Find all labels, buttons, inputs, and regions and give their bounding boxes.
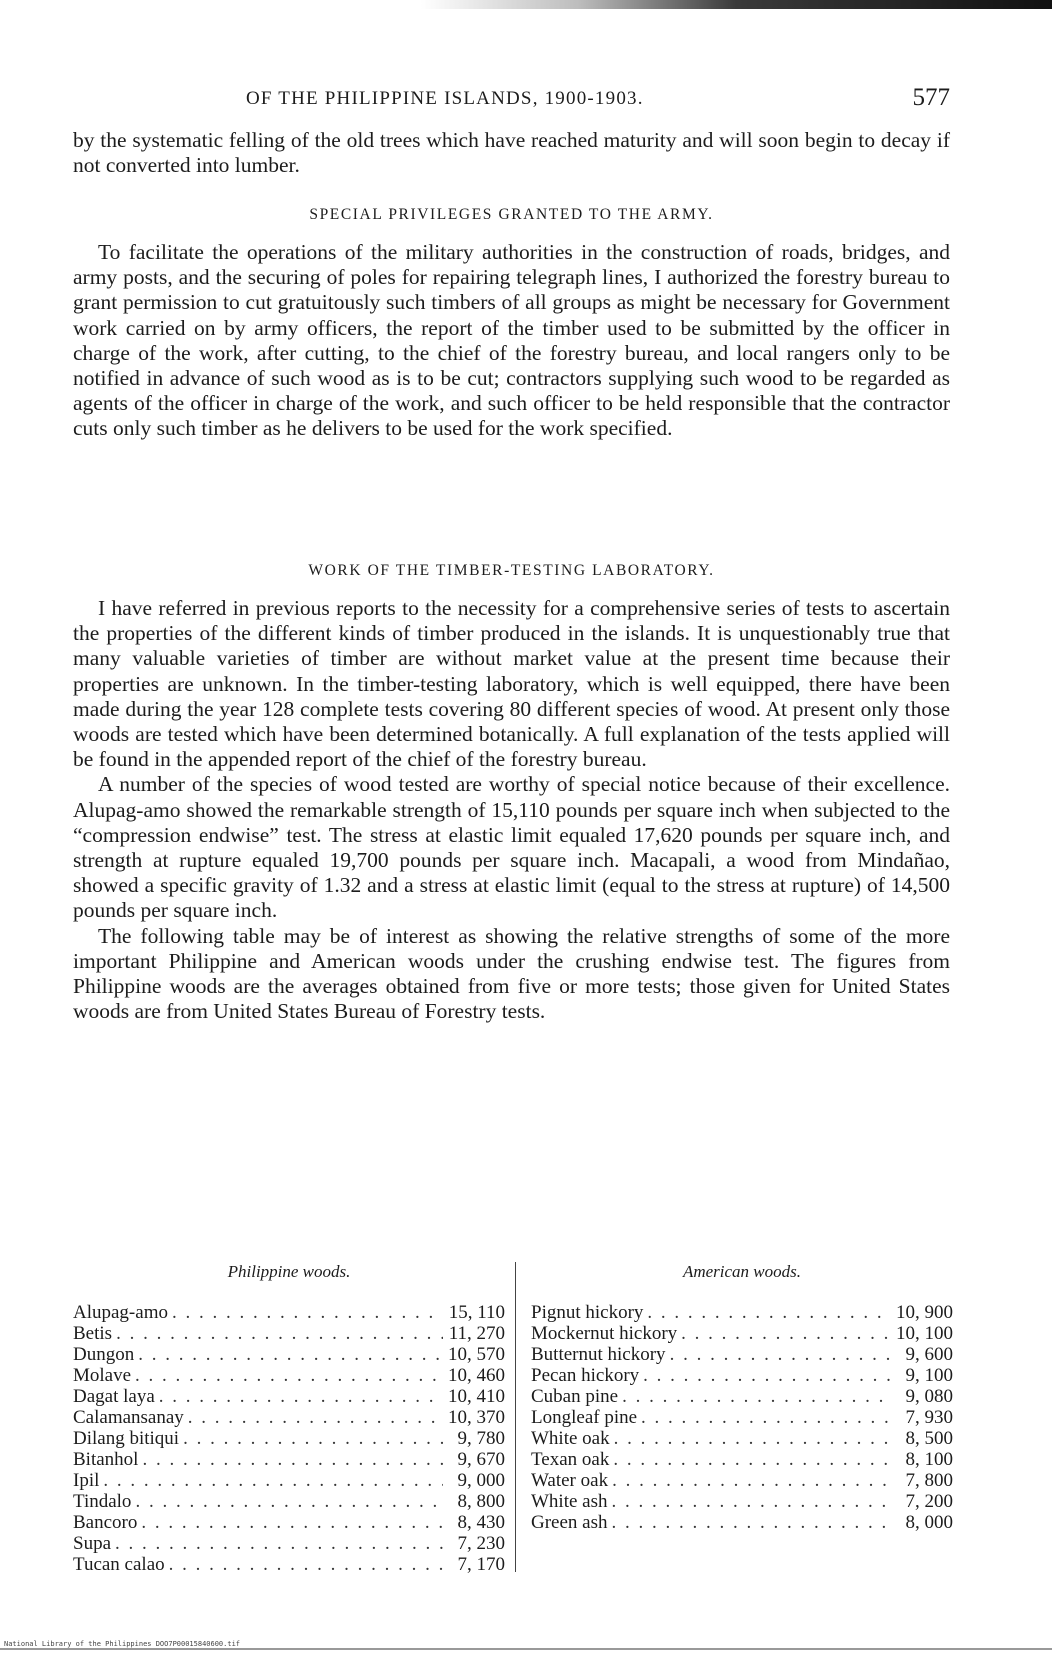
strength-value: 9, 670 — [457, 1449, 505, 1470]
strength-value: 9, 080 — [905, 1386, 953, 1407]
table-row — [73, 1407, 505, 1428]
intro-paragraph — [73, 128, 950, 178]
strength-value: 9, 600 — [905, 1344, 953, 1365]
table-row — [73, 1533, 505, 1554]
strength-value: 10, 900 — [896, 1302, 953, 1323]
strength-value: 10, 410 — [448, 1386, 505, 1407]
strength-value: 8, 100 — [905, 1449, 953, 1470]
table-row — [531, 1428, 953, 1449]
wood-name: Green ash — [531, 1512, 608, 1533]
strength-value: 7, 170 — [457, 1554, 505, 1575]
wood-strength-table — [73, 1262, 953, 1582]
american-woods-column — [531, 1262, 953, 1533]
table-row — [531, 1344, 953, 1365]
page-number: 577 — [912, 84, 950, 111]
table-row — [73, 1344, 505, 1365]
table-row — [73, 1449, 505, 1470]
table-row — [73, 1470, 505, 1491]
running-title: OF THE PHILIPPINE ISLANDS, 1900-1903. — [246, 88, 644, 109]
wood-name: Pignut hickory — [531, 1302, 644, 1323]
strength-value: 8, 500 — [905, 1428, 953, 1449]
paragraph-text: To facilitate the operations of the military authorities in the construction of roads, bridges, and army posts, and the securing of poles for repairing telegraph lines, I authorized the forestry bureau to grant permission to cut gratuitously such timbers of all groups as might be necessary for Government work carried on by army officers, the report of the timber used to be submitted by the officer in charge of the work, after cutting, to the chief of the forestry bureau, and local rangers only to be notified in advance of such wood as is to be cut; contractors supplying such wood to be regarded as agents of the officer in charge of the work, and such officer to be held responsible that the contractor cuts only such timber as he delivers to be used for the work specified. — [73, 240, 950, 441]
table-row — [531, 1323, 953, 1344]
dot-leader — [622, 1386, 891, 1407]
wood-name: Longleaf pine — [531, 1407, 638, 1428]
dot-leader — [612, 1512, 892, 1533]
table-row — [73, 1365, 505, 1386]
scan-footer-note: National Library of the Philippines DOO7P00015840600.tif — [4, 1640, 241, 1648]
table-row — [73, 1554, 505, 1575]
dot-leader — [647, 1302, 891, 1323]
strength-value: 11, 270 — [448, 1323, 505, 1344]
table-rows — [531, 1302, 953, 1533]
table-row — [531, 1365, 953, 1386]
column-heading: Philippine woods. — [227, 1262, 351, 1281]
dot-leader — [141, 1512, 443, 1533]
dot-leader — [188, 1407, 443, 1428]
wood-name: Mockernut hickory — [531, 1323, 678, 1344]
strength-value: 9, 780 — [457, 1428, 505, 1449]
wood-name: Molave — [73, 1365, 132, 1386]
dot-leader — [159, 1386, 443, 1407]
strength-value: 7, 800 — [905, 1470, 953, 1491]
table-rows — [73, 1302, 505, 1575]
table-row — [531, 1386, 953, 1407]
table-row — [73, 1491, 505, 1512]
wood-name: Dagat laya — [73, 1386, 155, 1407]
strength-value: 8, 430 — [457, 1512, 505, 1533]
wood-name: Tucan calao — [73, 1554, 165, 1575]
dot-leader — [613, 1449, 891, 1470]
strength-value: 9, 000 — [457, 1470, 505, 1491]
strength-value: 8, 000 — [905, 1512, 953, 1533]
dot-leader — [103, 1470, 443, 1491]
wood-name: Cuban pine — [531, 1386, 619, 1407]
wood-name: Calamansanay — [73, 1407, 184, 1428]
dot-leader — [135, 1365, 443, 1386]
dot-leader — [612, 1470, 891, 1491]
dot-leader — [138, 1344, 443, 1365]
wood-name: Butternut hickory — [531, 1344, 666, 1365]
wood-name: Betis — [73, 1323, 113, 1344]
strength-value: 8, 800 — [457, 1491, 505, 1512]
wood-name: Ipil — [73, 1470, 100, 1491]
scan-edge-bar — [0, 0, 1052, 9]
section-heading-army: SPECIAL PRIVILEGES GRANTED TO THE ARMY. — [309, 206, 714, 223]
dot-leader — [169, 1554, 443, 1575]
table-row — [531, 1512, 953, 1533]
table-row — [73, 1323, 505, 1344]
dot-leader — [643, 1365, 891, 1386]
dot-leader — [612, 1491, 891, 1512]
table-row — [531, 1449, 953, 1470]
wood-name: Tindalo — [73, 1491, 132, 1512]
strength-value: 10, 100 — [896, 1323, 953, 1344]
strength-value: 7, 200 — [905, 1491, 953, 1512]
bottom-rule — [0, 1648, 1052, 1650]
column-heading: American woods. — [682, 1262, 802, 1281]
dot-leader — [681, 1323, 891, 1344]
wood-name: Dilang bitiqui — [73, 1428, 180, 1449]
paragraph-text: A number of the species of wood tested are worthy of special notice because of their excellence. Alupag-amo showed the remarkable strength of 15,110 pounds per square inch when subjected to the “compression endwise” test. The stress at elastic limit equaled 17,620 pounds per square inch, and strength at rupture equaled 19,700 pounds per square inch. Macapali, a wood from Mindañao, showed a specific gravity of 1.32 and a stress at elastic limit (equal to the stress at rupture) of 14,500 pounds per square inch. — [73, 772, 950, 923]
table-row — [531, 1302, 953, 1323]
strength-value: 10, 460 — [448, 1365, 505, 1386]
dot-leader — [135, 1491, 443, 1512]
table-row — [73, 1386, 505, 1407]
dot-leader — [172, 1302, 443, 1323]
strength-value: 10, 370 — [448, 1407, 505, 1428]
philippine-woods-column — [73, 1262, 505, 1575]
paragraph-text: The following table may be of interest as showing the relative strengths of some of the more important Philippine and American woods under the crushing endwise test. The figures from Philippine woods are the averages obtained from five or more tests; those given for United States woods are from United States Bureau of Forestry tests. — [73, 923, 950, 1024]
dot-leader — [183, 1428, 443, 1449]
dot-leader — [116, 1323, 443, 1344]
dot-leader — [670, 1344, 891, 1365]
wood-name: Dungon — [73, 1344, 135, 1365]
paragraph-text: I have referred in previous reports to the necessity for a comprehensive series of tests to ascertain the properties of the different kinds of timber produced in the islands. It is unquestionably true that many valuable varieties of timber are without market value at the present time because their properties are unknown. In the timber-testing laboratory, which is well equipped, there have been made during the year 128 complete tests covering 80 different species of wood. At present only those woods are tested which have been determined botanically. A full explanation of the tests applied will be found in the appended report of the chief of the forestry bureau. — [73, 596, 950, 772]
dot-leader — [115, 1533, 443, 1554]
table-row — [531, 1491, 953, 1512]
column-divider — [515, 1262, 516, 1572]
wood-name: White ash — [531, 1491, 608, 1512]
wood-name: White oak — [531, 1428, 610, 1449]
strength-value: 7, 230 — [457, 1533, 505, 1554]
wood-name: Texan oak — [531, 1449, 610, 1470]
section-heading-laboratory: WORK OF THE TIMBER-TESTING LABORATORY. — [308, 562, 715, 579]
dot-leader — [641, 1407, 891, 1428]
wood-name: Alupag-amo — [73, 1302, 168, 1323]
table-row — [73, 1302, 505, 1323]
paragraph-text: by the systematic felling of the old trees which have reached maturity and will soon begin to decay if not converted into lumber. — [73, 128, 950, 178]
page-header — [70, 84, 950, 114]
wood-name: Pecan hickory — [531, 1365, 640, 1386]
dot-leader — [614, 1428, 891, 1449]
table-row — [73, 1512, 505, 1533]
laboratory-section — [73, 596, 950, 1024]
dot-leader — [142, 1449, 443, 1470]
wood-name: Bancoro — [73, 1512, 138, 1533]
strength-value: 15, 110 — [448, 1302, 505, 1323]
table-row — [73, 1428, 505, 1449]
wood-name: Water oak — [531, 1470, 609, 1491]
strength-value: 10, 570 — [448, 1344, 505, 1365]
wood-name: Supa — [73, 1533, 111, 1554]
army-paragraph — [73, 240, 950, 442]
table-row — [531, 1470, 953, 1491]
strength-value: 7, 930 — [905, 1407, 953, 1428]
table-row — [531, 1407, 953, 1428]
strength-value: 9, 100 — [905, 1365, 953, 1386]
wood-name: Bitanhol — [73, 1449, 139, 1470]
